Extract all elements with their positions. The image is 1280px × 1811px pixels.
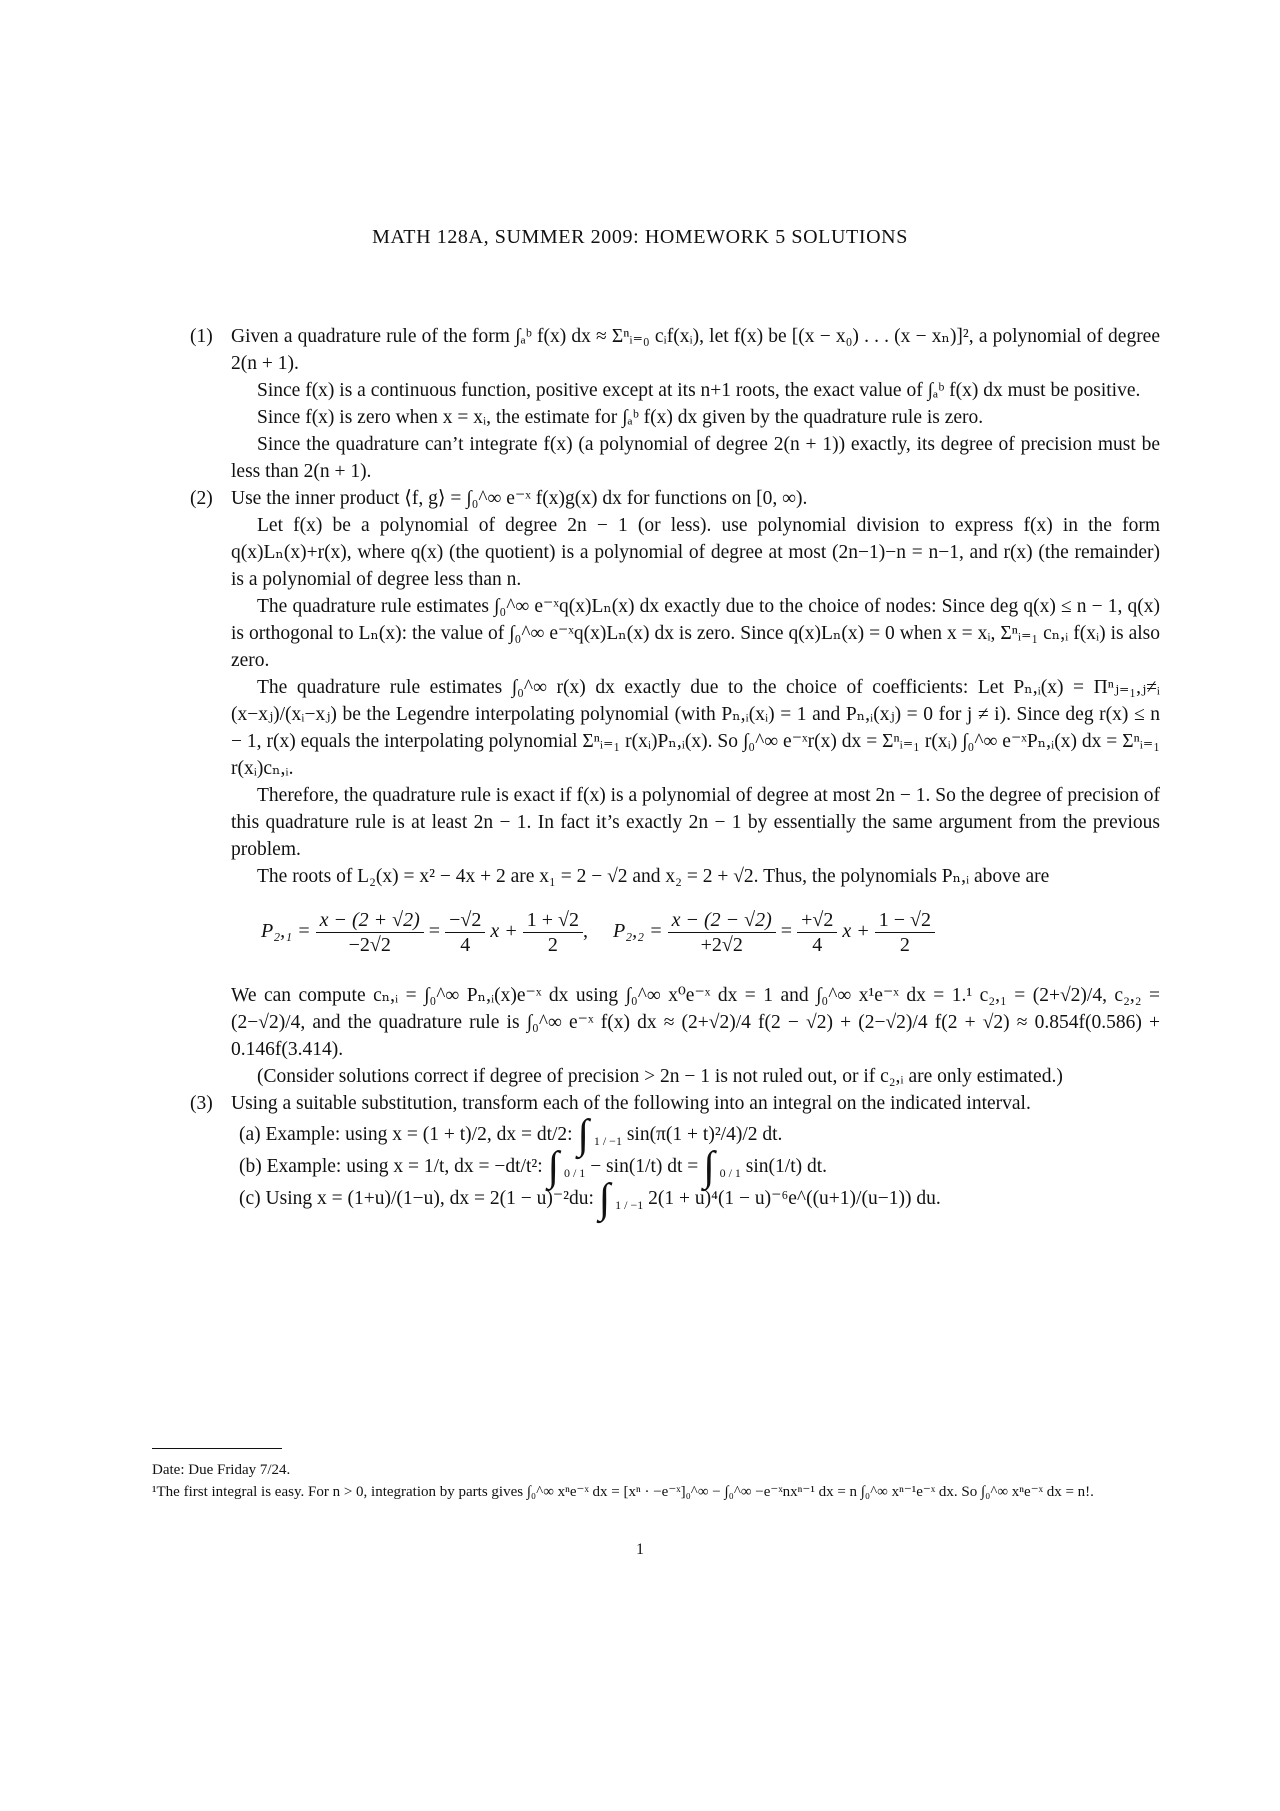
fraction [316, 908, 424, 957]
paragraph: Since f(x) is a continuous function, positive except at its n+1 roots, the exact value of ∫ₐᵇ f(x) dx must be positive. [257, 380, 1141, 401]
fraction [445, 908, 485, 957]
problem-2 [190, 485, 1160, 1090]
footnote-rule [152, 1448, 282, 1449]
paragraph: The quadrature rule estimates ∫₀^∞ r(x) dx exactly due to the choice of coefficients: Let Pₙ,ᵢ(x) = Πⁿⱼ₌₁,ⱼ≠ᵢ (x−xⱼ)/(xᵢ−xⱼ) be the Legendre interpolating polynomial (with Pₙ,ᵢ(xᵢ) = 1 and Pₙ,ᵢ(xⱼ) = 0 for j ≠ i). Since deg r(x) ≤ n − 1, r(x) equals the interpolating polynomial Σⁿᵢ₌₁ r(xᵢ)Pₙ,ᵢ(x). So ∫₀^∞ e⁻ˣr(x) dx = Σⁿᵢ₌₁ r(xᵢ) ∫₀^∞ e⁻ˣPₙ,ᵢ(x) dx = Σⁿᵢ₌₁ r(xᵢ)cₙ,ᵢ. [231, 677, 1160, 779]
paragraph: Using a suitable substitution, transform each of the following into an integral on the indicated interval. [231, 1093, 1031, 1114]
subproblem-b [231, 1144, 1160, 1191]
date-footnote: Date: Due Friday 7/24. [152, 1462, 291, 1478]
math-symbol: , [582, 920, 588, 943]
fraction [668, 908, 776, 957]
integrand: sin(1/t) dt. [745, 1156, 828, 1178]
integral-limits: 0 / 1 [563, 1165, 586, 1180]
subproblem-text: (c) Using x = (1+u)/(1−u), dx = 2(1 − u)⁻²du: [239, 1188, 594, 1210]
document-body [190, 323, 1160, 1223]
math-symbol: x + [842, 920, 870, 943]
subproblem-text: (a) Example: using x = (1 + t)/2, dx = dt/2: [239, 1124, 573, 1145]
fraction [875, 908, 935, 957]
integral-sign: ∫ [547, 1144, 560, 1191]
math-symbol: = [780, 920, 793, 943]
fraction [797, 908, 837, 957]
denominator: 4 [460, 934, 471, 956]
integral-limits: 1 / −1 [615, 1197, 644, 1212]
subproblem-c [231, 1176, 1160, 1223]
denominator: 4 [812, 934, 823, 956]
subproblem-text: (b) Example: using x = 1/t, dx = −dt/t²: [239, 1156, 543, 1178]
integral-limits: 0 / 1 [719, 1165, 741, 1180]
subproblem-a [231, 1112, 1160, 1159]
paragraph: Since the quadrature can’t integrate f(x) (a polynomial of degree 2(n + 1)) exactly, its degree of precision must be less than 2(n + 1). [231, 434, 1160, 482]
problem-number: (3) [190, 1093, 213, 1114]
problem-3 [190, 1090, 1160, 1223]
paragraph: Given a quadrature rule of the form ∫ₐᵇ f(x) dx ≈ Σⁿᵢ₌₀ cᵢf(xᵢ), let f(x) be [(x − x₀) . . . (x − xₙ)]², a polynomial of degree 2(n + 1). [231, 326, 1160, 374]
paragraph: Let f(x) be a polynomial of degree 2n − 1 (or less). use polynomial division to express f(x) in the form q(x)Lₙ(x)+r(x), where q(x) (the quotient) is a polynomial of degree at most (2n−1)−n = n−1, and r(x) (the remainder) is a polynomial of degree less than n. [231, 515, 1160, 590]
denominator: −2√2 [348, 934, 391, 956]
integrand: 2(1 + u)⁴(1 − u)⁻⁶e^((u+1)/(u−1)) du. [648, 1188, 941, 1210]
math-symbol: P₂,₁ = [261, 920, 311, 943]
denominator: 2 [899, 934, 910, 956]
integral-sign: ∫ [598, 1176, 611, 1223]
math-symbol: = [428, 920, 441, 943]
problem-number: (1) [190, 326, 213, 347]
integral-limits: 1 / −1 [593, 1133, 622, 1148]
paragraph: Use the inner product ⟨f, g⟩ = ∫₀^∞ e⁻ˣ f(x)g(x) dx for functions on [0, ∞). [231, 488, 808, 509]
footnote-1: ¹The first integral is easy. For n > 0, integration by parts gives ∫₀^∞ xⁿe⁻ˣ dx = [xⁿ · −e⁻ˣ]₀^∞ − ∫₀^∞ −e⁻ˣnxⁿ⁻¹ dx = n ∫₀^∞ xⁿ⁻¹e⁻ˣ dx. So ∫₀^∞ xⁿe⁻ˣ dx = n!. [152, 1484, 1094, 1500]
page-number: 1 [636, 1541, 644, 1558]
paragraph: (Consider solutions correct if degree of precision > 2n − 1 is not ruled out, or if c₂,ᵢ are only estimated.) [257, 1066, 1063, 1087]
integrand: − sin(1/t) dt = [590, 1156, 699, 1178]
paragraph: We can compute cₙ,ᵢ = ∫₀^∞ Pₙ,ᵢ(x)e⁻ˣ dx using ∫₀^∞ x⁰e⁻ˣ dx = 1 and ∫₀^∞ x¹e⁻ˣ dx = 1.¹ c₂,₁ = (2+√2)/4, c₂,₂ = (2−√2)/4, and the quadrature rule is ∫₀^∞ e⁻ˣ f(x) dx ≈ (2+√2)/4 f(2 − √2) + (2−√2)/4 f(2 + √2) ≈ 0.854f(0.586) + 0.146f(3.414). [231, 985, 1160, 1060]
integral-sign: ∫ [577, 1112, 589, 1159]
problem-number: (2) [190, 488, 213, 509]
paragraph: Since f(x) is zero when x = xᵢ, the estimate for ∫ₐᵇ f(x) dx given by the quadrature rule is zero. [257, 407, 984, 428]
numerator: x − (2 − √2) [668, 908, 776, 933]
numerator: x − (2 + √2) [316, 908, 424, 933]
integral-sign: ∫ [703, 1144, 715, 1191]
math-symbol: x + [490, 920, 518, 943]
paragraph: The roots of L₂(x) = x² − 4x + 2 are x₁ = 2 − √2 and x₂ = 2 + √2. Thus, the polynomials Pₙ,ᵢ above are [257, 866, 1050, 887]
numerator: −√2 [445, 908, 485, 933]
problem-1 [190, 323, 1160, 485]
fraction [523, 908, 583, 957]
denominator: 2 [547, 934, 558, 956]
math-symbol: P₂,₂ = [612, 920, 663, 943]
display-equation [231, 902, 1160, 972]
numerator: 1 + √2 [523, 908, 583, 933]
integrand: sin(π(1 + t)²/4)/2 dt. [626, 1124, 783, 1145]
numerator: 1 − √2 [875, 908, 935, 933]
paragraph: Therefore, the quadrature rule is exact if f(x) is a polynomial of degree at most 2n − 1. So the degree of precision of this quadrature rule is at least 2n − 1. In fact it’s exactly 2n − 1 by essentially the same argument from the previous problem. [231, 785, 1160, 860]
page-title: MATH 128A, SUMMER 2009: HOMEWORK 5 SOLUTIONS [372, 226, 908, 248]
paragraph: The quadrature rule estimates ∫₀^∞ e⁻ˣq(x)Lₙ(x) dx exactly due to the choice of nodes: Since deg q(x) ≤ n − 1, q(x) is orthogonal to Lₙ(x): the value of ∫₀^∞ e⁻ˣq(x)Lₙ(x) dx is zero. Since q(x)Lₙ(x) = 0 when x = xᵢ, Σⁿᵢ₌₁ cₙ,ᵢ f(xᵢ) is also zero. [231, 596, 1160, 671]
numerator: +√2 [797, 908, 837, 933]
denominator: +2√2 [700, 934, 743, 956]
